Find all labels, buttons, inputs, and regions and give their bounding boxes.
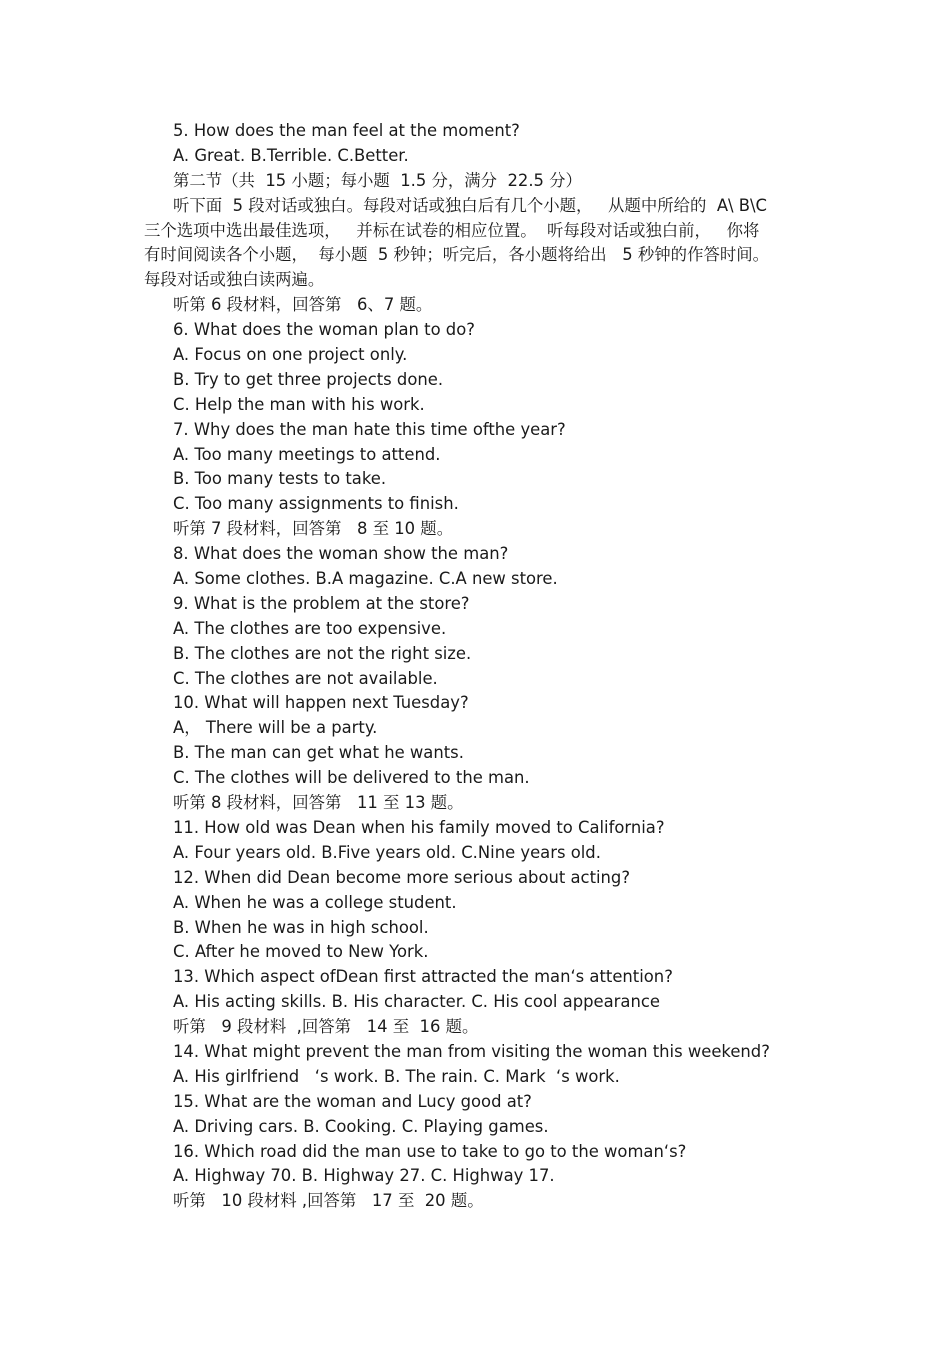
options-15: A. Driving cars. B. Cooking. C. Playing games. bbox=[173, 1116, 549, 1136]
question-12: 12. When did Dean become more serious about acting? bbox=[173, 867, 631, 887]
question-16: 16. Which road did the man use to take to go to the woman‘s? bbox=[173, 1141, 687, 1161]
material-heading-9: 听第 9 段材料 ,回答第 14 至 16 题。 bbox=[173, 1017, 479, 1037]
option-12a: A. When he was a college student. bbox=[173, 892, 457, 912]
question-8: 8. What does the woman show the man? bbox=[173, 544, 509, 564]
question-9: 9. What is the problem at the store? bbox=[173, 593, 470, 613]
option-12b: B. When he was in high school. bbox=[173, 917, 429, 937]
option-9c: C. The clothes are not available. bbox=[173, 668, 438, 688]
material-heading-6: 听第 6 段材料，回答第 6、7 题。 bbox=[173, 295, 433, 315]
options-8: A. Some clothes. B.A magazine. C.A new store. bbox=[173, 569, 558, 589]
options-11: A. Four years old. B.Five years old. C.Nine years old. bbox=[173, 842, 601, 862]
question-15: 15. What are the woman and Lucy good at? bbox=[173, 1091, 532, 1111]
instructions-line: 有时间阅读各个小题， 每小题 5 秒钟；听完后，各小题将给出 5 秒钟的作答时间。 bbox=[144, 245, 770, 265]
option-9b: B. The clothes are not the right size. bbox=[173, 643, 472, 663]
question-14: 14. What might prevent the man from visiting the woman this weekend? bbox=[173, 1041, 770, 1061]
question-7: 7. Why does the man hate this time ofthe year? bbox=[173, 419, 566, 439]
question-13: 13. Which aspect ofDean first attracted the man‘s attention? bbox=[173, 967, 673, 987]
options-13: A. His acting skills. B. His character. C. His cool appearance bbox=[173, 992, 660, 1012]
option-10b: B. The man can get what he wants. bbox=[173, 743, 464, 763]
option-7a: A. Too many meetings to attend. bbox=[173, 444, 441, 464]
material-heading-7: 听第 7 段材料，回答第 8 至 10 题。 bbox=[173, 519, 454, 539]
option-10c: C. The clothes will be delivered to the man. bbox=[173, 768, 530, 788]
instructions-line: 听下面 5 段对话或独白。每段对话或独白后有几个小题， 从题中所给的 A\ B\C bbox=[173, 195, 767, 215]
instructions-line: 三个选项中选出最佳选项， 并标在试卷的相应位置。 听每段对话或独白前， 你将 bbox=[144, 220, 760, 240]
option-6a: A. Focus on one project only. bbox=[173, 345, 408, 365]
option-7c: C. Too many assignments to finish. bbox=[173, 494, 459, 514]
question-5: 5. How does the man feel at the moment? bbox=[173, 121, 520, 140]
material-heading-8: 听第 8 段材料，回答第 11 至 13 题。 bbox=[173, 793, 464, 813]
options-16: A. Highway 70. B. Highway 27. C. Highway 17. bbox=[173, 1166, 555, 1186]
option-9a: A. The clothes are too expensive. bbox=[173, 618, 447, 638]
option-12c: C. After he moved to New York. bbox=[173, 942, 429, 962]
options-14: A. His girlfriend ‘s work. B. The rain. C. Mark ‘s work. bbox=[173, 1066, 620, 1086]
option-6b: B. Try to get three projects done. bbox=[173, 369, 444, 389]
section-heading: 第二节（共 15 小题；每小题 1.5 分，满分 22.5 分） bbox=[173, 170, 582, 190]
question-11: 11. How old was Dean when his family moved to California? bbox=[173, 817, 665, 837]
options-5: A. Great. B.Terrible. C.Better. bbox=[173, 145, 409, 165]
section-instructions bbox=[0, 194, 770, 294]
material-heading-10: 听第 10 段材料 ,回答第 17 至 20 题。 bbox=[173, 1191, 484, 1211]
option-6c: C. Help the man with his work. bbox=[173, 394, 425, 414]
option-10a: A， There will be a party. bbox=[173, 718, 378, 738]
question-6: 6. What does the woman plan to do? bbox=[173, 320, 475, 340]
option-7b: B. Too many tests to take. bbox=[173, 469, 387, 489]
question-10: 10. What will happen next Tuesday? bbox=[173, 693, 469, 713]
instructions-line: 每段对话或独白读两遍。 bbox=[144, 270, 325, 290]
